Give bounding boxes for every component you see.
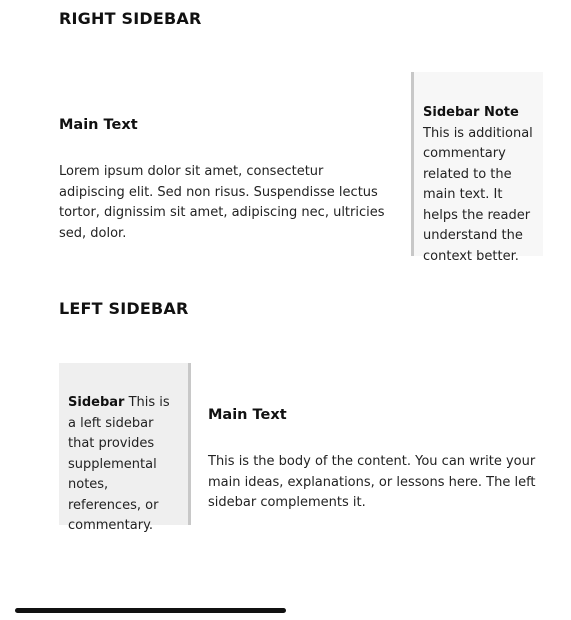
sidebar-label: Sidebar (68, 395, 125, 410)
sidebar-note-label: Sidebar Note (423, 105, 519, 120)
right-sidebar-note (411, 72, 543, 264)
section-title-left-sidebar: LEFT SIDEBAR (59, 299, 189, 318)
section-title-right-sidebar: RIGHT SIDEBAR (59, 9, 202, 28)
home-indicator[interactable] (15, 608, 286, 613)
main-text-heading: Main Text (208, 407, 287, 423)
sidebar-text: This is a left sidebar that provides supplemental notes, references, or commentary. (68, 395, 170, 533)
main-text-body: Lorem ipsum dolor sit amet, consectetur adipiscing elit. Sed non risus. Suspendisse lectus tortor, dignissim sit amet, adipiscing nec, ultricies sed, dolor. (59, 164, 385, 241)
main-text-heading: Main Text (59, 117, 138, 133)
main-text-body: This is the body of the content. You can write your main ideas, explanations, or lessons here. The left sidebar complements it. (208, 454, 536, 510)
left-sidebar (59, 363, 191, 533)
sidebar-note-text: This is additional commentary related to the main text. It helps the reader understand the context better. (423, 125, 533, 264)
